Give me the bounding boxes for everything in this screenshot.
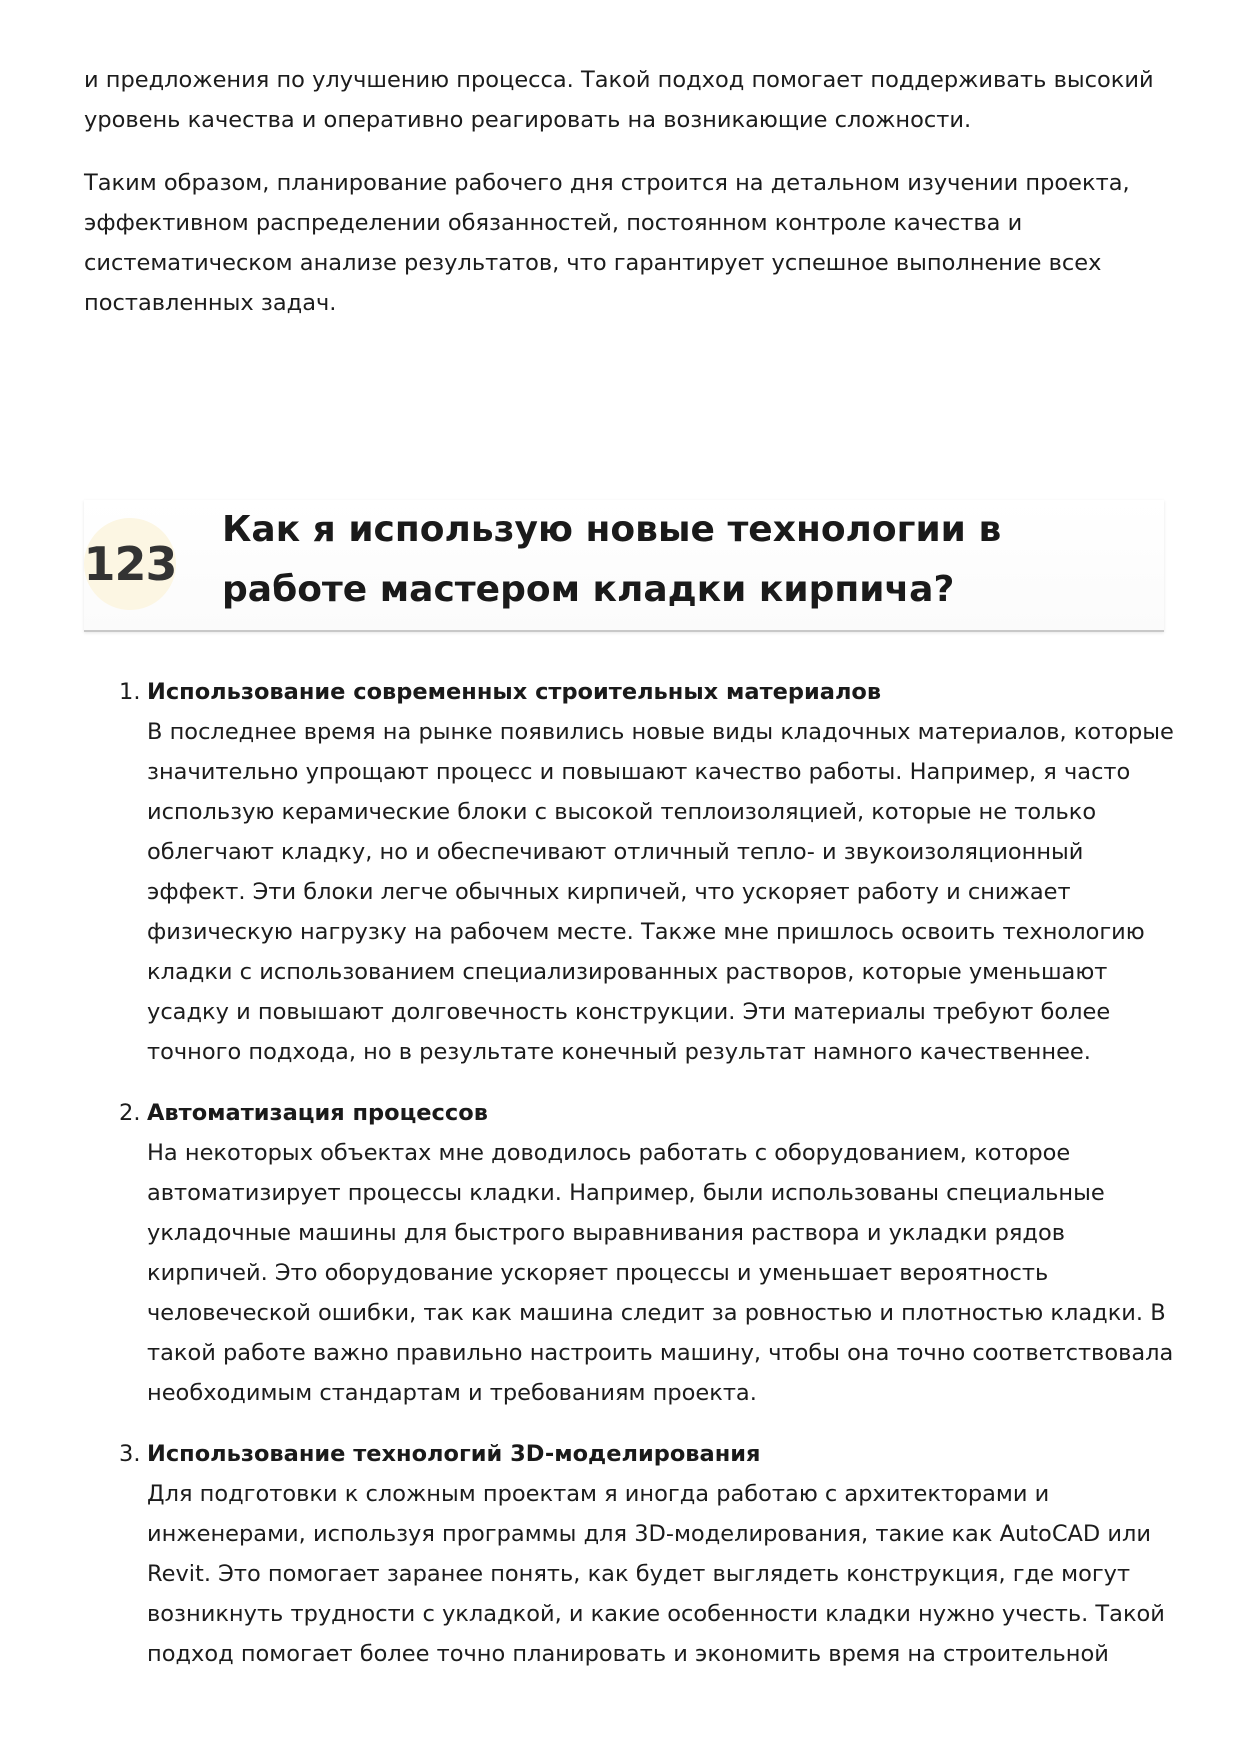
list-item-number: 2. [119,1100,141,1126]
list-item-number: 1. [119,679,141,705]
list-item-title: Использование технологий 3D-моделирования [147,1441,761,1467]
list-item [84,672,1174,1072]
list-item-body: На некоторых объектах мне доводилось работать с оборудованием, которое автоматизирует процессы кладки. Например, были использованы специальные укладочные машины для быстрого выравнивания раствора и укладки рядов кирпичей. Это оборудование ускоряет процессы и уменьшает вероятность человеческой ошибки, так как машина следит за ровностью и плотностью кладки. В такой работе важно правильно настроить машину, чтобы она точно соответствовала необходимым стандартам и требованиям проекта. [147,1140,1174,1406]
numbered-list [84,672,1174,1695]
list-item-title: Автоматизация процессов [147,1100,488,1126]
list-item [84,1093,1174,1413]
list-item-title: Использование современных строительных материалов [147,679,882,705]
section-title: Как я использую новые технологии в работе мастером кладки кирпича? [222,509,1002,610]
summary-paragraph: Таким образом, планирование рабочего дня строится на детальном изучении проекта, эффективном распределении обязанностей, постоянном контроле качества и систематическом анализе результатов, что гарантирует успешное выполнение всех поставленных задач. [84,170,1130,316]
list-item-body: В последнее время на рынке появились новые виды кладочных материалов, которые значительно упрощают процесс и повышают качество работы. Например, я часто использую керамические блоки с высокой теплоизоляцией, которые не только облегчают кладку, но и обеспечивают отличный тепло- и звукоизоляционный эффект. Эти блоки легче обычных кирпичей, что ускоряет работу и снижает физическую нагрузку на рабочем месте. Также мне пришлось освоить технологию кладки с использованием специализированных растворов, которые уменьшают усадку и повышают долговечность конструкции. Эти материалы требуют более точного подхода, но в результате конечный результат намного качественнее. [147,719,1174,1065]
intro-paragraph-continued: и предложения по улучшению процесса. Такой подход помогает поддерживать высокий уровень качества и оперативно реагировать на возникающие сложности. [84,67,1154,133]
section-header [84,500,1164,632]
list-item [84,1434,1174,1674]
section-number-badge: 123 [84,518,176,610]
list-item-body: Для подготовки к сложным проектам я иногда работаю с архитекторами и инженерами, используя программы для 3D-моделирования, такие как AutoCAD или Revit. Это помогает заранее понять, как будет выглядеть конструкция, где могут возникнуть трудности с укладкой, и какие особенности кладки нужно учесть. Такой подход помогает более точно планировать и экономить время на строительной [147,1481,1165,1667]
list-item-number: 3. [119,1441,141,1467]
